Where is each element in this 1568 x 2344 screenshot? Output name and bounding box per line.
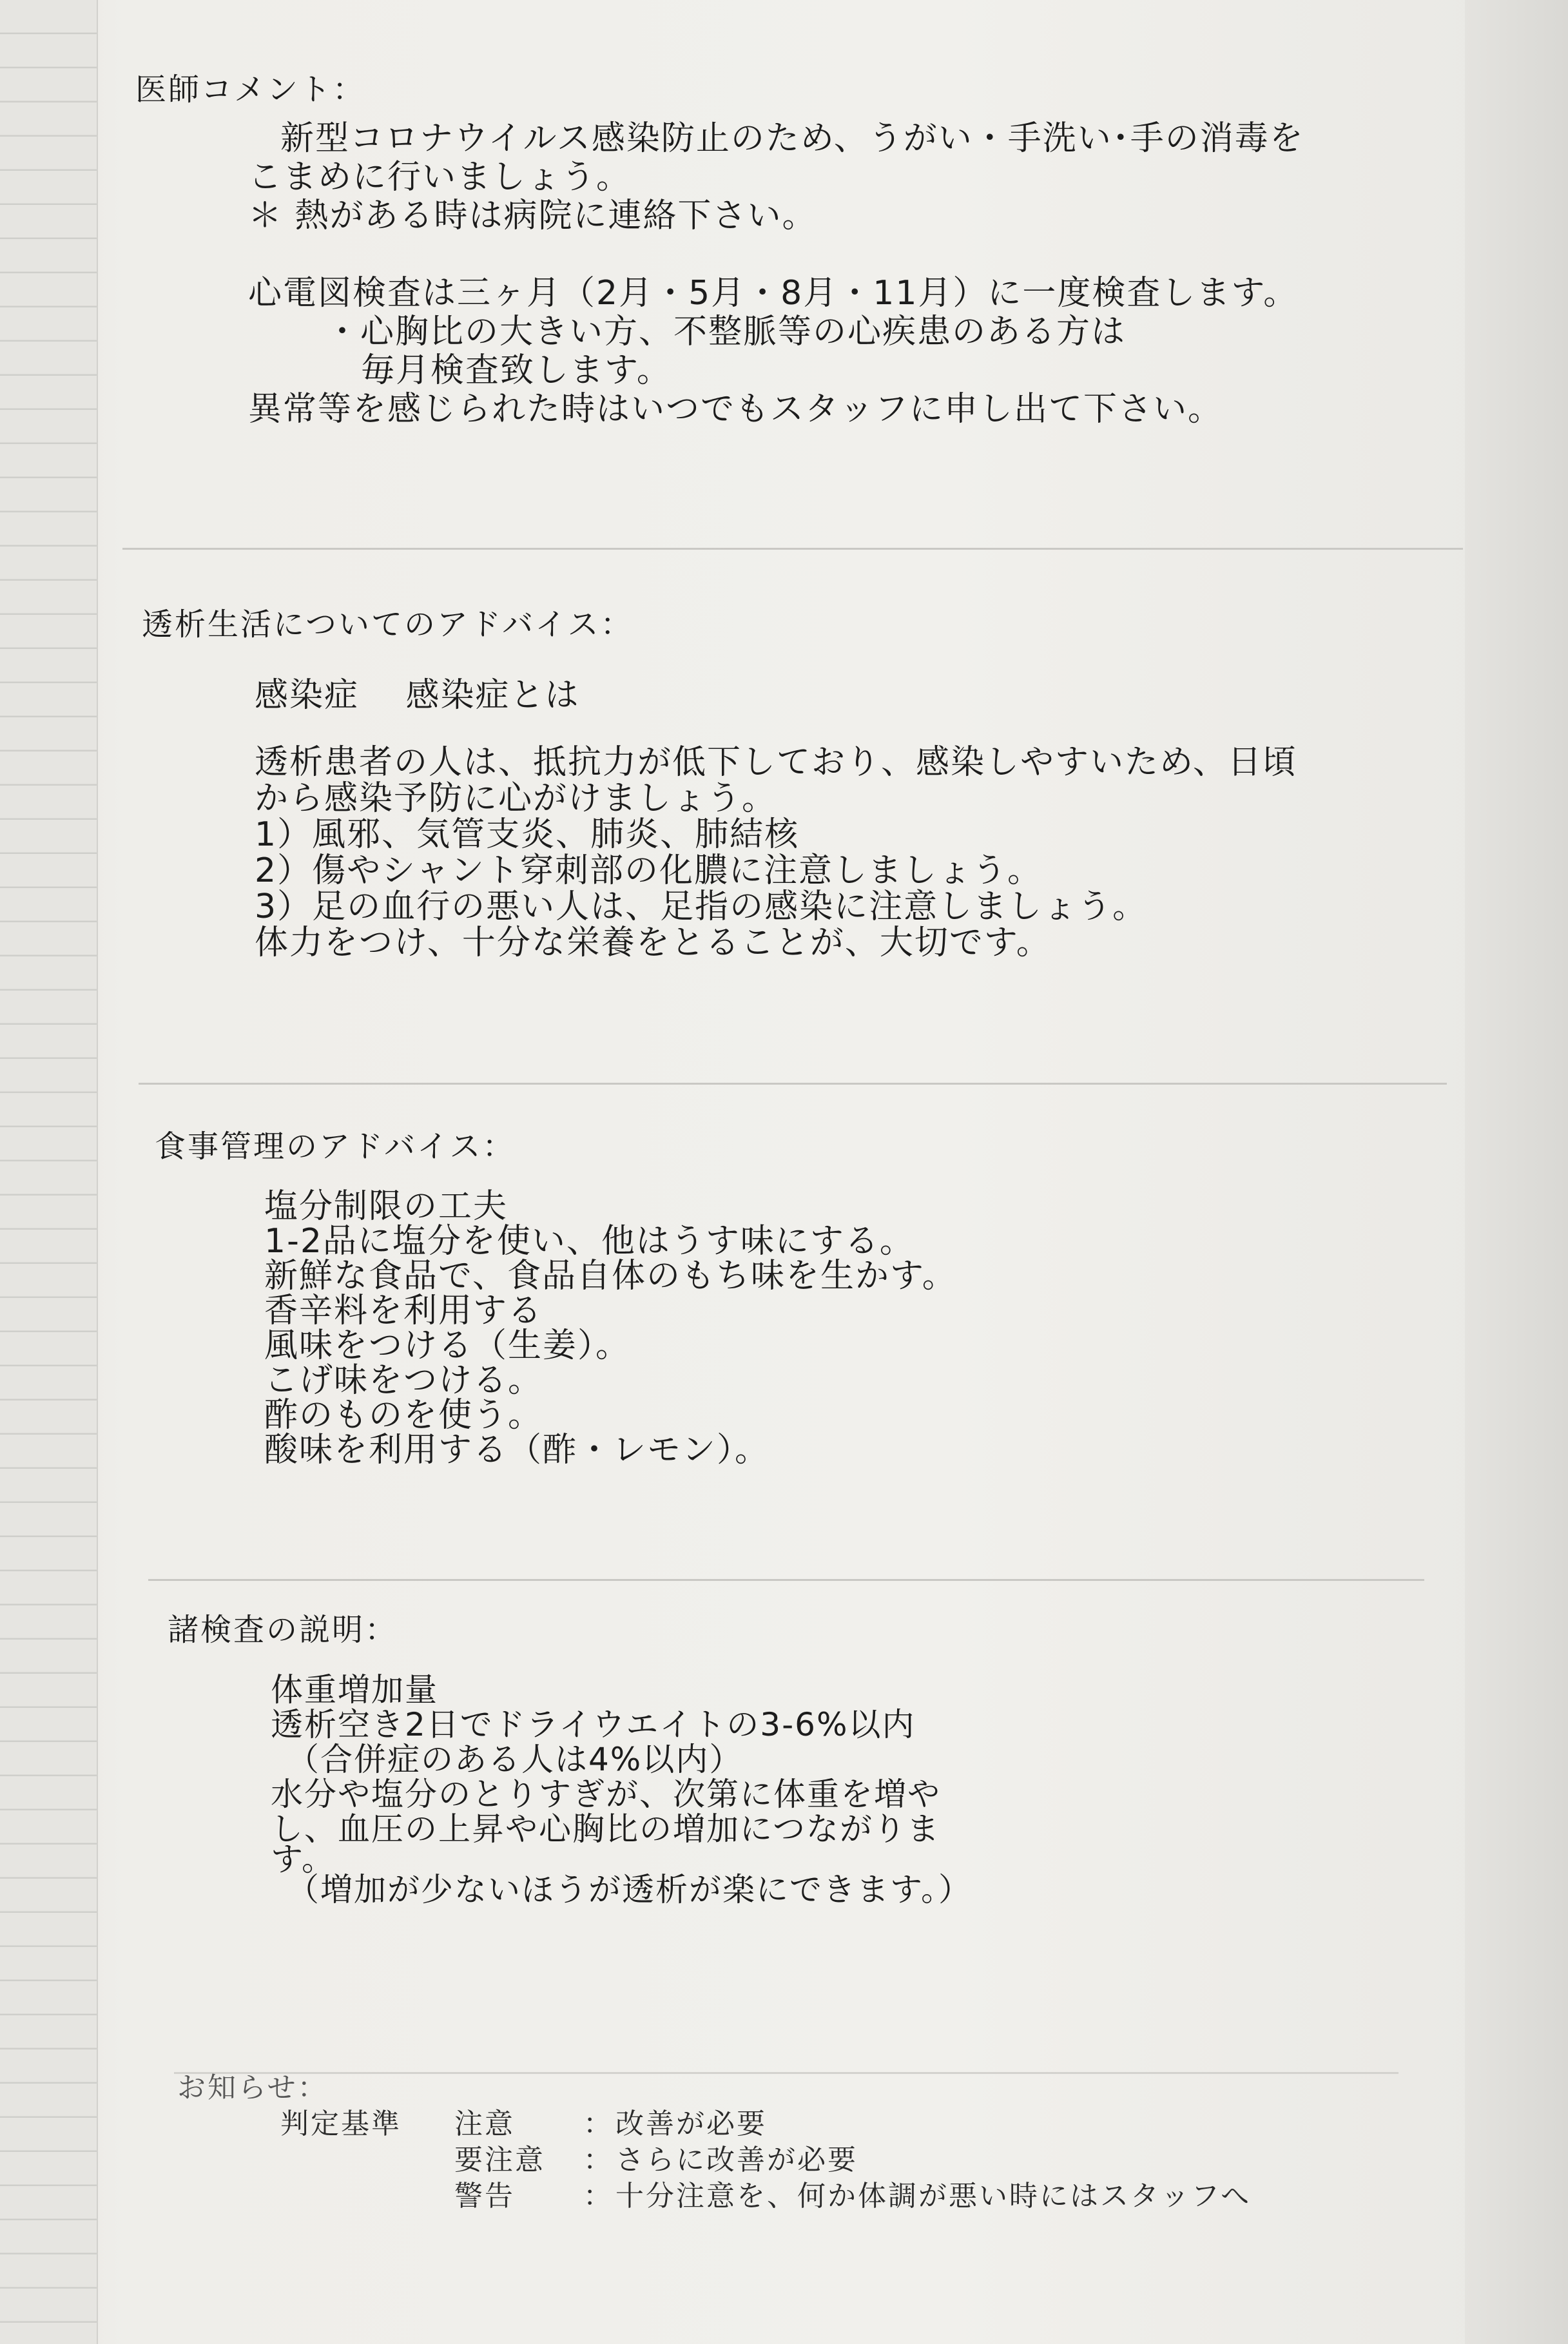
tests-explanation-line: す。	[271, 1841, 335, 1878]
section-divider	[148, 1579, 1424, 1581]
dialysis-advice-line: 1）風邪、気管支炎、肺炎、肺結核	[255, 815, 800, 854]
diet-advice-line: こげ味をつける。	[264, 1361, 543, 1400]
section-divider	[139, 1083, 1447, 1085]
diet-advice-line: 1-2品に塩分を使い、他はうす味にする。	[264, 1222, 915, 1261]
notice-row	[177, 2178, 1251, 2214]
diet-advice-line: 新鮮な食品で、食品自体のもち味を生かす。	[264, 1257, 957, 1295]
diet-advice-line: 酢のものを使う。	[264, 1396, 543, 1435]
doctor-comment-body	[248, 119, 1304, 429]
diet-advice-heading: 食事管理のアドバイス：	[155, 1128, 516, 1165]
notice-row	[177, 2142, 1251, 2178]
notice-desc: さらに改善が必要	[615, 2144, 858, 2176]
dialysis-advice-title: 感染症 感染症とは	[255, 676, 580, 715]
section-divider	[122, 548, 1463, 550]
doctor-comment-line: 新型コロナウイルス感染防止のため、うがい・手洗い･手の消毒を	[280, 119, 1304, 158]
tests-explanation-line: （増加が少ないほうが透析が楽にできます。）	[287, 1871, 972, 1908]
page-shadow-edge	[1465, 0, 1568, 2344]
notice-heading: お知らせ：	[177, 2071, 328, 2104]
notice-colon: ：	[583, 2144, 614, 2176]
notice-desc: 十分注意を、何か体調が悪い時にはスタッフへ	[615, 2180, 1252, 2213]
tests-explanation-line: 体重増加量	[271, 1671, 438, 1709]
diet-advice-line: 香辛料を利用する	[264, 1292, 543, 1330]
notice-section	[177, 2070, 1251, 2214]
diet-advice-line: 酸味を利用する（酢・レモン）。	[264, 1431, 770, 1469]
doctor-comment-line: こまめに行いましょう。	[248, 158, 632, 197]
notice-colon: ：	[583, 2107, 614, 2140]
dialysis-advice-line: 3）足の血行の悪い人は、足指の感染に注意しましょう。	[255, 887, 1148, 926]
notice-term: 要注意	[454, 2144, 545, 2176]
doctor-comment-line: ＊ 熱がある時は病院に連絡下さい。	[248, 197, 817, 235]
notice-desc: 改善が必要	[615, 2107, 767, 2140]
tests-explanation-body	[271, 1672, 972, 1907]
dialysis-advice-line: から感染予防に心がけましょう。	[255, 779, 777, 818]
tests-explanation-line: 透析空き2日でドライウエイトの3-6%以内	[271, 1706, 916, 1743]
doctor-comment-line: ・心胸比の大きい方、不整脈等の心疾患のある方は	[325, 313, 1127, 351]
tests-explanation-line: （合併症のある人は4%以内）	[287, 1741, 743, 1778]
dialysis-advice-body	[255, 744, 1297, 961]
dialysis-advice-heading: 透析生活についてのアドバイス：	[142, 606, 634, 643]
tests-explanation-heading: 諸検査の説明：	[168, 1612, 398, 1648]
dialysis-advice-line: 体力をつけ、十分な栄養をとることが、大切です。	[255, 924, 1051, 962]
doctor-comment-line: 異常等を感じられた時はいつでもスタッフに申し出て下さい。	[248, 390, 1223, 429]
doctor-comment-line: 毎月検査致します。	[361, 351, 672, 390]
notice-colon: ：	[583, 2180, 614, 2213]
dialysis-advice-line: 2）傷やシャント穿刺部の化膿に注意しましょう。	[255, 851, 1043, 890]
tests-explanation-line: 水分や塩分のとりすぎが、次第に体重を増や	[271, 1776, 941, 1813]
tests-explanation-line: し、血圧の上昇や心胸比の増加につながりま	[271, 1810, 940, 1848]
diet-advice-line: 風味をつける（生姜）。	[264, 1326, 631, 1365]
diet-advice-line: 塩分制限の工夫	[264, 1187, 508, 1226]
doctor-comment-heading: 医師コメント：	[135, 72, 366, 108]
notice-term: 警告	[454, 2180, 515, 2213]
dialysis-advice-line: 透析患者の人は、抵抗力が低下しており、感染しやすいため、日頃	[255, 743, 1297, 782]
notice-row	[177, 2106, 1251, 2142]
lined-paper-edge	[0, 0, 98, 2344]
doctor-comment-line: 心電図検査は三ヶ月（2月・5月・8月・11月）に一度検査します。	[248, 274, 1299, 313]
diet-advice-body	[264, 1189, 957, 1467]
doctor-comment-line	[248, 235, 1304, 274]
notice-term: 注意	[454, 2107, 515, 2140]
judgement-criteria-label: 判定基準	[280, 2107, 402, 2140]
